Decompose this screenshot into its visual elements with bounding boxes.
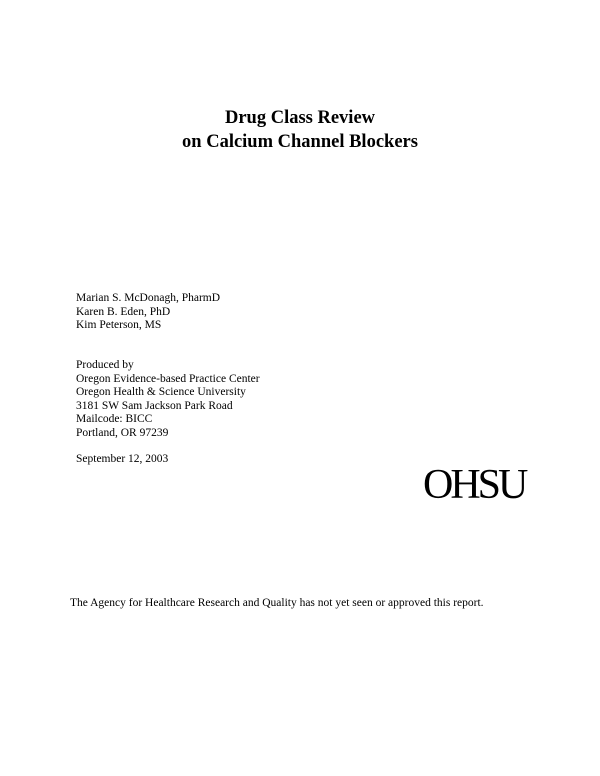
publication-date: September 12, 2003 bbox=[76, 453, 169, 465]
produced-by-label: Produced by bbox=[76, 359, 134, 371]
mailcode: Mailcode: BICC bbox=[76, 413, 153, 426]
producer-address bbox=[76, 359, 260, 441]
author-name: Kim Peterson, MS bbox=[76, 319, 162, 332]
city-state-zip: Portland, OR 97239 bbox=[76, 426, 169, 439]
university-name: Oregon Health & Science University bbox=[76, 386, 246, 399]
author-name: Marian S. McDonagh, PharmD bbox=[76, 292, 221, 304]
title-line-1: Drug Class Review bbox=[224, 108, 376, 128]
ahrq-notice: The Agency for Healthcare Research and Quality has not yet seen or approved this report. bbox=[70, 597, 484, 609]
document-title bbox=[0, 106, 600, 154]
ohsu-logo: OHSU bbox=[423, 462, 526, 508]
street-address: 3181 SW Sam Jackson Park Road bbox=[76, 399, 233, 412]
author-name: Karen B. Eden, PhD bbox=[76, 305, 171, 318]
title-line-2: on Calcium Channel Blockers bbox=[182, 132, 418, 152]
center-name: Oregon Evidence-based Practice Center bbox=[76, 372, 260, 385]
author-list bbox=[76, 292, 220, 333]
